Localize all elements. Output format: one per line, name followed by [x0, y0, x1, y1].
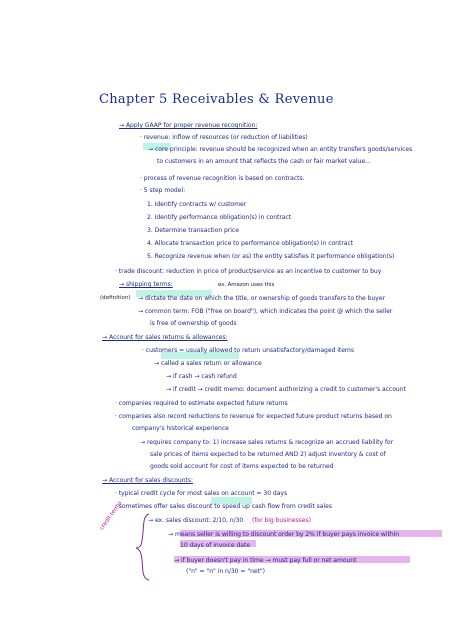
heading-shipping-terms: → shipping terms:: [119, 281, 173, 288]
line-sometimes-offer: · sometimes offer sales discount to speed up cash flow from credit sales: [115, 503, 332, 510]
line-10-days: 10 days of invoice date: [180, 542, 251, 549]
line-process: · process of revenue recognition is based on contracts.: [140, 175, 305, 182]
note-amazon: ex. Amazon uses this: [218, 282, 275, 288]
margin-note-credit-terms: credit terms: [99, 500, 124, 532]
note-big-businesses: (for big businesses): [252, 517, 311, 524]
line-ex-sales-discount: → ex. sales discount: 2/10, n/30: [148, 517, 244, 524]
line-core-principle: → core principle: revenue should be recognized when an entity transfers goods/services: [148, 146, 413, 153]
line-5-step: · 5 step model:: [140, 187, 186, 194]
line-trade-discount: · trade discount: reduction in price of product/service as an incentive to customer to buy: [115, 268, 382, 275]
line-buyer-doesnt-pay: → if buyer doesn't pay in time → must pay full or net amount: [174, 557, 357, 564]
line-if-credit: → if credit → credit memo: document authorizing a credit to customer's account: [166, 386, 406, 393]
line-sale-prices: sale prices of items expected to be returned AND 2) adjust inventory & cost of: [150, 451, 386, 458]
heading-apply-gaap: → Apply GAAP for proper revenue recognition:: [119, 122, 258, 129]
line-record-reductions: · companies also record reductions to revenue for expected future product returns based on: [115, 413, 392, 420]
step-4: 4. Allocate transaction price to performance obligation(s) in contract: [147, 240, 354, 247]
definition-tag: (definition): [100, 295, 131, 301]
line-customers-allowed: · customers = usually allowed to return unsatisfactory/damaged items: [142, 347, 354, 354]
line-revenue-def: · revenue: inflow of resources (or reduction of liabilities): [140, 134, 308, 141]
curly-brace-icon: [135, 512, 153, 582]
line-credit-cycle: · typical credit cycle for most sales on account = 30 days: [115, 490, 288, 497]
line-free-ownership: is free of ownership of goods: [150, 320, 237, 327]
line-to-customers: to customers in an amount that reflects the cash or fair market value...: [157, 158, 371, 165]
step-1: 1. Identify contracts w/ customer: [147, 201, 247, 208]
line-means-seller: → means seller is willing to discount order by 2% if buyer pays invoice within: [168, 531, 400, 538]
step-5: 5. Recognize revenue when (or as) the entity satisfies it performance obligation(s): [147, 253, 395, 260]
line-historical: company's historical experience: [132, 425, 229, 432]
line-common-term: → common term: FOB ("free on board"), which indicates the point @ which the seller: [138, 308, 393, 315]
step-3: 3. Determine transaction price: [147, 227, 239, 234]
line-called-sales-return: → called a sales return or allowance: [154, 360, 262, 367]
line-net-meaning: ("n" = "n" in n/30 = "net"): [186, 568, 266, 575]
line-dictate-date: → dictate the date on which the title, or ownership of goods transfers to the buyer: [138, 295, 385, 302]
line-requires-company: → requires company to: 1) increase sales returns & recognize an accrued liability for: [140, 439, 394, 446]
heading-sales-returns: → Account for sales returns & allowances:: [102, 334, 228, 341]
line-estimate-returns: · companies required to estimate expected future returns: [115, 400, 288, 407]
line-if-cash: → if cash → cash refund: [166, 373, 237, 380]
heading-sales-discounts: → Account for sales discounts:: [102, 477, 194, 484]
chapter-title: Chapter 5 Receivables & Revenue: [99, 92, 334, 107]
step-2: 2. Identify performance obligation(s) in contract: [147, 214, 292, 221]
line-cogs: goods sold account for cost of items expected to be returned: [150, 463, 334, 470]
